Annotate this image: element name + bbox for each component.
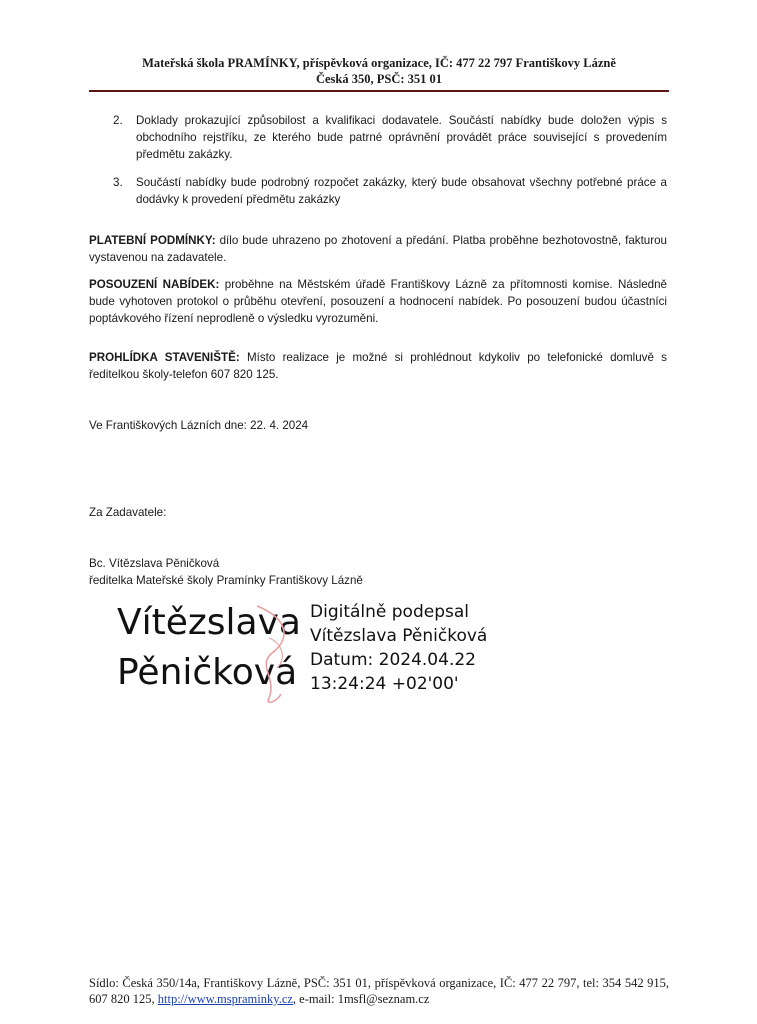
signature-info-line-1: Digitálně podepsal [310,602,470,622]
site-inspection-paragraph [89,349,667,383]
on-behalf-label: Za Zadavatele: [89,506,167,519]
offer-evaluation-label: POSOUZENÍ NABÍDEK: [89,278,220,291]
site-inspection-text: Místo realizace je možné si prohlédnout kdykoliv po telefonické domluvě s ředitelkou školy-telefon 607 820 125. [89,351,667,381]
list-item [89,174,667,208]
signature-flourish-icon [247,598,307,708]
signer-title: ředitelka Mateřské školy Pramínky Františkovy Lázně [89,574,363,587]
list-item-number: 2. [113,114,123,127]
signature-info-line-3: Datum: 2024.04.22 [310,650,476,670]
footer-text-after: , e-mail: 1msfl@seznam.cz [292,992,430,1006]
list-item [89,112,667,163]
footer [89,975,669,1007]
digital-signature [117,598,597,718]
list-item-text: Doklady prokazující způsobilost a kvalifikaci dodavatele. Součástí nabídky bude doložen výpis s obchodního rejstříku, ze kterého bude patrné oprávnění provádět práce související s provedením předmětu zakázky. [136,114,667,161]
letterhead-line-1: Mateřská škola PRAMÍNKY, příspěvková organizace, IČ: 477 22 797 Františkovy Lázně [142,56,616,70]
signature-info-line-2: Vítězslava Pěničková [310,626,488,646]
letterhead-line-2: Česká 350, PSČ: 351 01 [315,72,443,86]
signer-name: Bc. Vítězslava Pěničková [89,557,220,570]
footer-text-before: Sídlo: Česká 350/14a, Františkovy Lázně, PSČ: 351 01, příspěvková organizace, IČ: 477 22 797, tel: 354 542 915, 607 820 125, [89,976,669,1006]
payment-terms-paragraph [89,232,667,266]
signature-first-name: Vítězslava [117,602,301,643]
website-link[interactable]: http://www.mspraminky.cz [157,992,293,1006]
list-item-number: 3. [113,176,123,189]
offer-evaluation-text: proběhne na Městském úřadě Františkovy Lázně za přítomnosti komise. Následně bude vyhotoven protokol o průběhu otevření, posouzení a hodnocení nabídek. Po posouzení budou účastníci poptávkového řízení neprodleně o výsledku vyrozuměni. [89,278,667,325]
list-item-text: Součástí nabídky bude podrobný rozpočet zakázky, který bude obsahovat všechny potřebné práce a dodávky k provedení předmětu zakázky [136,176,667,206]
payment-terms-text: dílo bude uhrazeno po zhotovení a předání. Platba proběhne bezhotovostně, fakturou vystavenou na zadavatele. [89,234,667,264]
requirements-list [89,112,667,219]
signature-last-name: Pěničková [117,652,298,693]
letterhead [89,55,669,87]
signature-details [310,600,487,696]
signature-info-line-4: 13:24:24 +02'00' [310,674,459,694]
signer-block [89,555,667,589]
payment-terms-label: PLATEBNÍ PODMÍNKY: [89,234,216,247]
offer-evaluation-paragraph [89,276,667,327]
site-inspection-label: PROHLÍDKA STAVENIŠTĚ: [89,351,240,364]
date-line: Ve Františkových Lázních dne: 22. 4. 2024 [89,419,309,432]
header-divider [89,90,669,92]
